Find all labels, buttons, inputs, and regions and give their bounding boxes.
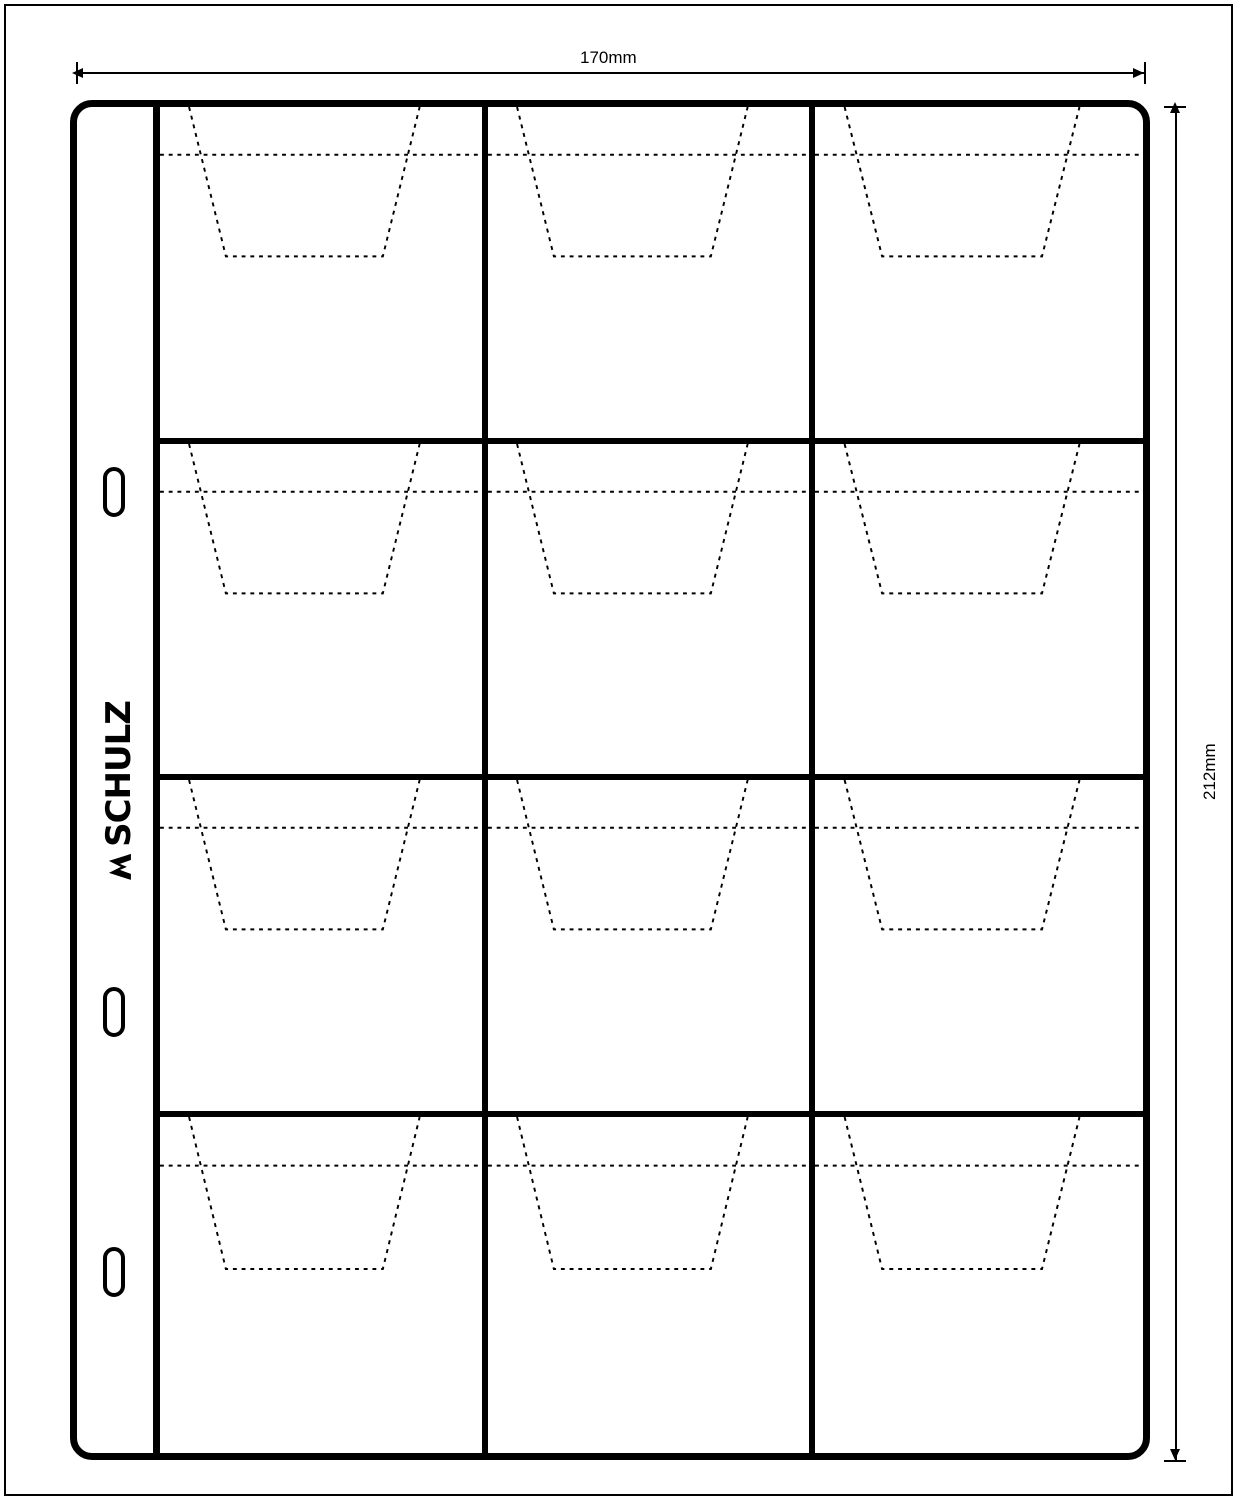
punch-hole-icon bbox=[103, 467, 125, 517]
width-dimension-label: 170mm bbox=[580, 48, 637, 67]
coin-pocket[interactable] bbox=[488, 107, 816, 444]
height-arrow-bottom-icon bbox=[1170, 1449, 1180, 1460]
brand-name: SCHULZ bbox=[99, 701, 140, 847]
coin-outline-icon bbox=[160, 1117, 482, 1454]
coin-outline-icon bbox=[815, 107, 1143, 438]
width-arrow-right-icon bbox=[1133, 68, 1144, 78]
coin-outline-icon bbox=[815, 444, 1143, 775]
height-tick-top bbox=[1164, 106, 1186, 108]
coin-pocket[interactable] bbox=[160, 1117, 488, 1454]
coin-outline-icon bbox=[160, 444, 482, 775]
coin-outline-icon bbox=[488, 107, 810, 438]
height-dimension-line bbox=[1175, 106, 1177, 1460]
pocket-grid bbox=[160, 107, 1143, 1453]
width-tick-left bbox=[76, 62, 78, 84]
coin-outline-icon bbox=[488, 1117, 810, 1454]
coin-outline-icon bbox=[160, 107, 482, 438]
coin-pocket[interactable] bbox=[160, 107, 488, 444]
coin-outline-icon bbox=[815, 780, 1143, 1111]
height-tick-bottom bbox=[1164, 1460, 1186, 1462]
brand-logo bbox=[91, 627, 147, 957]
binding-strip bbox=[77, 107, 160, 1453]
height-dimension-label: 212mm bbox=[1200, 743, 1219, 800]
width-tick-right bbox=[1144, 62, 1146, 84]
coin-pocket[interactable] bbox=[488, 444, 816, 781]
punch-hole-icon bbox=[103, 1247, 125, 1297]
coin-pocket[interactable] bbox=[488, 780, 816, 1117]
album-page-sheet bbox=[70, 100, 1150, 1460]
coin-outline-icon bbox=[160, 780, 482, 1111]
coin-pocket[interactable] bbox=[815, 780, 1143, 1117]
coin-outline-icon bbox=[488, 444, 810, 775]
punch-hole-icon bbox=[103, 987, 125, 1037]
coin-pocket[interactable] bbox=[815, 444, 1143, 781]
coin-outline-icon bbox=[488, 780, 810, 1111]
width-dimension-line bbox=[76, 72, 1144, 74]
coin-pocket[interactable] bbox=[160, 780, 488, 1117]
schulz-logo-icon bbox=[103, 849, 137, 883]
coin-outline-icon bbox=[815, 1117, 1143, 1454]
coin-pocket[interactable] bbox=[488, 1117, 816, 1454]
coin-pocket[interactable] bbox=[815, 107, 1143, 444]
coin-pocket[interactable] bbox=[160, 444, 488, 781]
coin-pocket[interactable] bbox=[815, 1117, 1143, 1454]
